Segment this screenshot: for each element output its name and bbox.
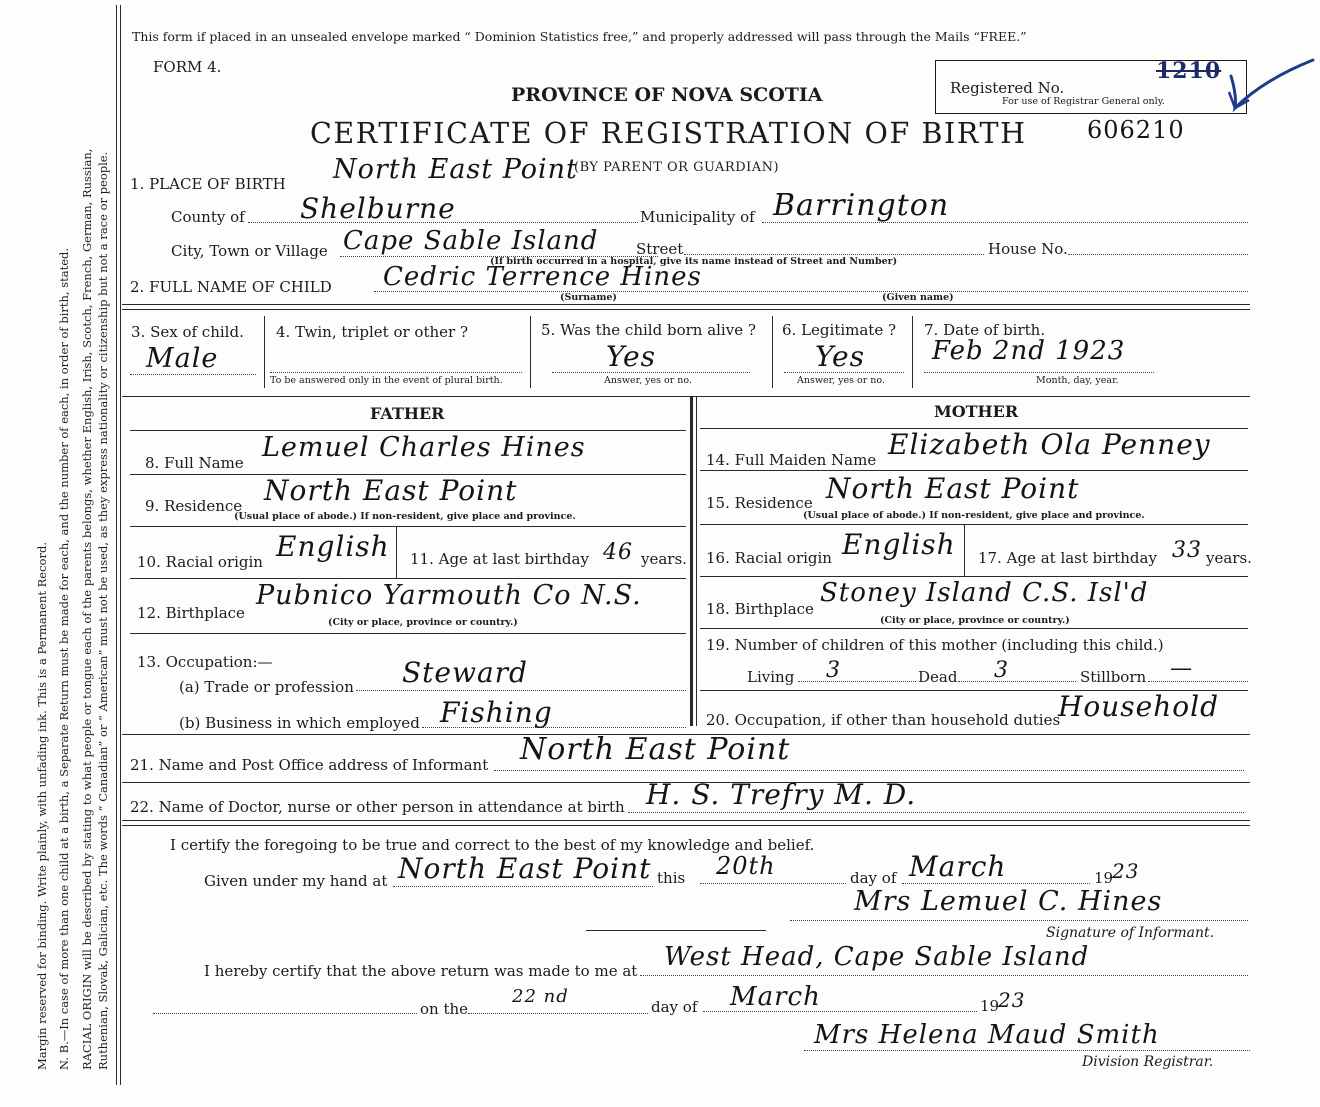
legitimate-value: Yes [815,340,865,373]
parent-guardian-note: (BY PARENT OR GUARDIAN) [574,160,780,175]
trade-label: (a) Trade or profession [179,678,354,696]
child-name-value: Cedric Terrence Hines [383,262,702,292]
street-dotted-line [684,254,984,255]
margin-rule [116,5,117,1085]
father-birthplace-value: Pubnico Yarmouth Co N.S. [256,580,642,611]
father-race-label: 10. Racial origin [137,553,263,571]
rule-9 [130,526,686,527]
rule-15 [700,524,1248,525]
county-label: County of [171,208,245,226]
father-heading: FATHER [370,404,445,423]
registrar-signature-label: Division Registrar. [1082,1054,1214,1070]
registrar-on-the-dotted-line [153,1013,417,1014]
given-under-hand-label: Given under my hand at [204,872,388,890]
divider-10-11 [396,527,397,578]
registrar-on-the-label: on the [420,1000,469,1018]
rule-16 [700,576,1248,577]
certify-statement: I certify the foregoing to be true and correct to the best of my knowledge and belief. [170,836,815,854]
father-birthplace-note: (City or place, province or country.) [328,617,518,628]
municipality-value: Barrington [773,188,950,223]
mother-birthplace-value: Stoney Island C.S. Isl'd [820,578,1149,608]
certify-month-dotted-line [902,883,1090,884]
dead-label: Dead [918,668,958,686]
parents-divider-inner [696,396,697,726]
sex-dotted-line [130,374,256,375]
mother-years-label: years. [1206,549,1252,567]
father-birthplace-label: 12. Birthplace [137,604,245,622]
certify-year-value: 23 [1112,859,1140,883]
dead-dotted-line [958,681,1076,682]
rule-after-row3 [122,396,1250,397]
mother-occupation-value: Household [1058,690,1220,723]
twin-label: 4. Twin, triplet or other ? [276,323,468,341]
house-no-label: House No. [988,240,1068,258]
form-number: FORM 4. [153,58,222,76]
doctor-dotted-line [628,812,1244,813]
margin-rule-inner [120,5,121,1085]
father-name-value: Lemuel Charles Hines [262,432,586,463]
rule-22 [122,820,1250,821]
certificate-title: CERTIFICATE OF REGISTRATION OF BIRTH [310,117,1027,150]
date-of-birth-dotted-line [924,372,1154,373]
parents-divider [690,396,693,726]
given-place-value: North East Point [398,852,652,885]
mother-age-label: 17. Age at last birthday [978,549,1157,567]
registrar-day-of-label: day of [651,998,698,1016]
born-alive-note: Answer, yes or no. [604,375,693,386]
stillborn-label: Stillborn [1080,668,1147,686]
postal-notice: This form if placed in an unsealed envelope marked “ Dominion Statistics free,” and properly addressed will pass through the Mails “FREE.” [132,29,1027,44]
place-of-birth-value: North East Point [333,154,578,185]
margin-note-nationality: Ruthenian, Slovak, Galician, etc. The words “ Canadian” or “ American” must not be used, as they express nationality or citizenship but not a race or people. [96,151,110,1070]
certify-day-of-label: day of [850,869,897,887]
date-of-birth-label: 7. Date of birth. [924,321,1046,339]
mother-race-label: 16. Racial origin [706,549,832,567]
surname-note: (Surname) [560,292,617,303]
county-value: Shelburne [300,192,456,225]
mother-birthplace-note: (City or place, province or country.) [880,615,1070,626]
certify-month-value: March [909,850,1007,883]
struck-number: 1210 [1156,58,1222,84]
dead-value: 3 [994,658,1009,683]
registrar-year-prefix: 19 [980,997,1000,1015]
registrar-certify-statement: I hereby certify that the above return was made to me at [204,962,638,980]
certify-day-value: 20th [716,852,776,880]
house-dotted-line [1068,254,1248,255]
certify-day-dotted-line [700,883,846,884]
sex-value: Male [146,343,219,374]
registrar-signature-line [804,1050,1250,1051]
mother-residence-note: (Usual place of abode.) If non-resident, give place and province. [803,510,1145,521]
city-value: Cape Sable Island [343,226,599,256]
hospital-note: (If birth occurred in a hospital, give its name instead of Street and Number) [490,256,898,267]
divider-5-6 [772,316,773,388]
living-value: 3 [826,658,841,683]
father-residence-value: North East Point [264,474,518,507]
registrar-year-value: 23 [998,988,1026,1012]
registered-number-box [935,60,1247,114]
twin-note: To be answered only in the event of plural birth. [270,375,503,386]
informant-label: 21. Name and Post Office address of Informant [130,756,489,774]
rule-14 [700,470,1248,471]
stillborn-dotted-line [1148,681,1248,682]
rule-22-2 [122,825,1250,826]
mother-name-value: Elizabeth Ola Penney [888,428,1211,461]
section-divider [586,930,766,931]
living-dotted-line [798,681,916,682]
born-alive-value: Yes [606,340,656,373]
father-age-label: 11. Age at last birthday [410,550,589,568]
informant-value: North East Point [520,732,791,767]
certify-year-prefix: 19 [1094,869,1114,887]
checkmark-icon [1225,56,1317,112]
registrar-month-value: March [730,982,821,1012]
informant-signature-line [790,920,1248,921]
mother-age-value: 33 [1172,538,1202,563]
registrar-signature: Mrs Helena Maud Smith [814,1020,1160,1050]
mother-birthplace-label: 18. Birthplace [706,600,814,618]
mother-name-label: 14. Full Maiden Name [706,451,877,469]
margin-note-plural-birth: N. B.—In case of more than one child at a birth, a Separate Return must be made for each, and the number of each, in order of birth, stated. [57,247,71,1070]
legitimate-note: Answer, yes or no. [797,375,886,386]
rule-under-father [130,430,686,431]
stillborn-value: — [1170,656,1193,681]
informant-signature-label: Signature of Informant. [1046,925,1215,941]
mother-heading: MOTHER [934,402,1019,421]
divider-6-7 [912,316,913,388]
mother-race-value: English [842,528,956,561]
doctor-value: H. S. Trefry M. D. [646,778,917,811]
sex-label: 3. Sex of child. [131,323,244,341]
father-residence-note: (Usual place of abode.) If non-resident, give place and province. [234,511,576,522]
informant-dotted-line [494,770,1244,771]
date-of-birth-note: Month, day, year. [1036,375,1119,386]
informant-signature: Mrs Lemuel C. Hines [854,886,1163,917]
father-residence-label: 9. Residence [145,497,243,515]
child-name-label: 2. FULL NAME OF CHILD [130,278,332,296]
rule-after-child [122,304,1250,305]
divider-3-4 [264,316,265,388]
registrar-place-dotted-line [640,975,1248,976]
father-age-value: 46 [603,540,633,565]
born-alive-label: 5. Was the child born alive ? [541,321,756,339]
father-years-label: years. [641,550,687,568]
divider-4-5 [530,316,531,388]
occupation-label: 13. Occupation:— [137,653,273,671]
business-value: Fishing [440,696,553,729]
living-label: Living [747,668,795,686]
divider-16-17 [964,525,965,576]
registrar-place-value: West Head, Cape Sable Island [664,942,1090,972]
city-label: City, Town or Village [171,242,328,260]
doctor-label: 22. Name of Doctor, nurse or other person in attendance at birth [130,798,625,816]
given-name-note: (Given name) [882,292,954,303]
rule-10 [130,578,686,579]
given-place-dotted-line [393,886,653,887]
father-race-value: English [276,530,390,563]
mother-occupation-label: 20. Occupation, if other than household duties [706,711,1061,729]
margin-note-binding: Margin reserved for binding. Write plainly, with unfading ink. This is a Permanent Record. [35,542,49,1070]
registration-number: 606210 [1087,116,1185,144]
province-heading: PROVINCE OF NOVA SCOTIA [511,84,823,106]
twin-dotted-line [270,372,522,373]
registrar-day-dotted-line [468,1013,648,1014]
rule-12 [130,633,686,634]
place-of-birth-label: 1. PLACE OF BIRTH [130,175,286,193]
children-label: 19. Number of children of this mother (including this child.) [706,636,1164,654]
mother-residence-label: 15. Residence [706,494,813,512]
registrar-day-value: 22 nd [512,986,569,1007]
mother-residence-value: North East Point [826,472,1080,505]
legitimate-label: 6. Legitimate ? [782,321,897,339]
date-of-birth-value: Feb 2nd 1923 [932,336,1126,366]
this-label: this [657,869,686,887]
street-label: Street [636,240,684,258]
trade-dotted-line [356,690,686,691]
father-name-label: 8. Full Name [145,454,244,472]
margin-note-racial-origin: RACIAL ORIGIN will be described by stating to what people or tongue each of the parents belongs, whether English, Irish, Scotch, French, German, Russian, [80,148,94,1070]
rule-18 [700,628,1248,629]
rule-after-child-2 [122,309,1250,310]
business-label: (b) Business in which employed [179,714,420,732]
registered-no-label: Registered No. [950,79,1065,97]
municipality-label: Municipality of [640,208,755,226]
registrar-general-note: For use of Registrar General only. [1002,96,1165,107]
trade-value: Steward [402,656,528,689]
